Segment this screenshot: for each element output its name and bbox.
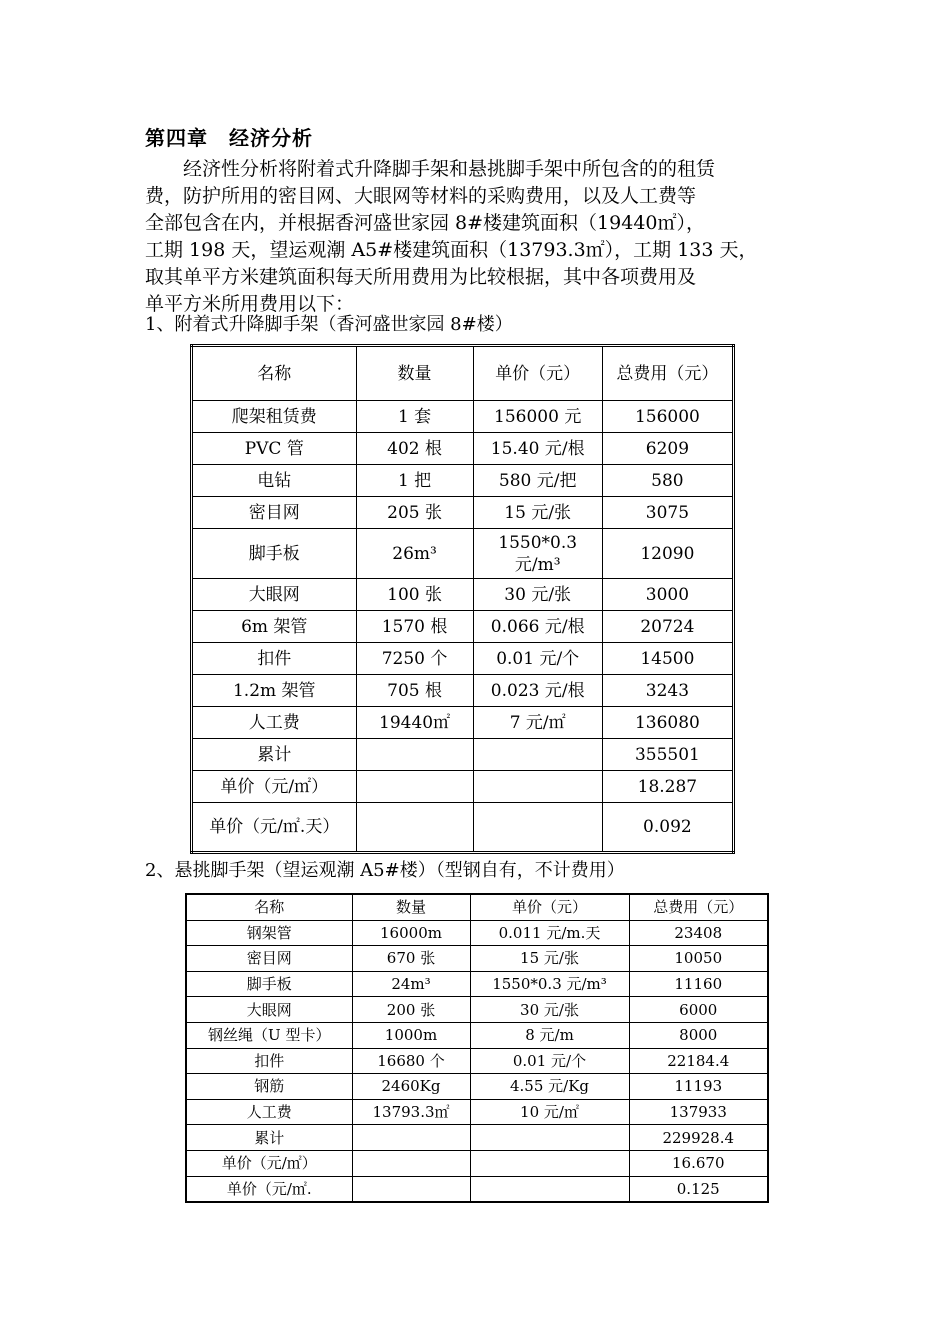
table-cell: 8 元/m [470,1022,629,1048]
table-cell: 2460Kg [352,1074,470,1100]
table-cell: 累计 [192,739,357,771]
table-cell: 137933 [629,1099,768,1125]
table-cell: 单价（元/㎡. [186,1176,352,1202]
paragraph-line: 全部包含在内，并根据香河盛世家园 8#楼建筑面积（19440㎡）， [145,212,705,234]
table-row [186,920,768,946]
table-cell: 200 张 [352,997,470,1023]
table-cell: 脚手板 [192,529,357,579]
table-cell: 密目网 [192,497,357,529]
table-row [192,739,734,771]
table-row [192,433,734,465]
table-cell: 脚手板 [186,971,352,997]
table-cell: PVC 管 [192,433,357,465]
table-cell: 1550*0.3 元/m³ [473,529,602,579]
table-cell: 电钻 [192,465,357,497]
cantilever-scaffold-cost-table [185,893,769,1203]
table-cell: 11193 [629,1074,768,1100]
column-header: 总费用（元） [629,894,768,920]
section2-title: 2、悬挑脚手架（望运观潮 A5#楼）（型钢自有，不计费用） [145,860,625,881]
table-cell: 580 [602,465,733,497]
table-cell: 0.01 元/个 [470,1048,629,1074]
table-cell [470,1150,629,1176]
table-cell: 8000 [629,1022,768,1048]
table-cell: 6000 [629,997,768,1023]
column-header: 名称 [186,894,352,920]
section1-title: 1、附着式升降脚手架（香河盛世家园 8#楼） [145,314,513,335]
table-row [192,611,734,643]
table-row [186,1074,768,1100]
column-header: 单价（元） [473,346,602,401]
table-cell: 1.2m 架管 [192,675,357,707]
table-cell: 26m³ [356,529,473,579]
table-cell: 0.01 元/个 [473,643,602,675]
climbing-scaffold-cost-table [190,344,735,854]
table-cell: 30 元/张 [473,579,602,611]
table-cell [356,771,473,803]
table-row [186,1150,768,1176]
column-header: 总费用（元） [602,346,733,401]
table-cell: 20724 [602,611,733,643]
table-cell: 爬架租赁费 [192,401,357,433]
table-cell: 3000 [602,579,733,611]
table-cell: 100 张 [356,579,473,611]
table-cell [473,771,602,803]
table-cell: 4.55 元/Kg [470,1074,629,1100]
table-cell: 355501 [602,739,733,771]
table-row [192,579,734,611]
table-cell: 13793.3㎡ [352,1099,470,1125]
table-cell: 人工费 [186,1099,352,1125]
paragraph-line: 工期 198 天，望运观潮 A5#楼建筑面积（13793.3㎡），工期 133 天， [145,239,758,261]
table-cell [356,803,473,853]
table-row [186,1048,768,1074]
table-cell: 1 把 [356,465,473,497]
table-cell: 23408 [629,920,768,946]
table-cell: 229928.4 [629,1125,768,1151]
table-header-row [192,346,734,401]
table-row [192,771,734,803]
table-row [192,675,734,707]
table-cell: 钢架管 [186,920,352,946]
table-cell: 15 元/张 [473,497,602,529]
table-cell: 0.066 元/根 [473,611,602,643]
table-header-row [186,894,768,920]
table-cell [352,1150,470,1176]
table-cell: 705 根 [356,675,473,707]
table-cell: 密目网 [186,946,352,972]
table-row [186,971,768,997]
paragraph-line: 经济性分析将附着式升降脚手架和悬挑脚手架中所包含的的租赁 [145,158,716,180]
table-cell: 钢丝绳（U 型卡） [186,1022,352,1048]
table-cell: 1550*0.3 元/m³ [470,971,629,997]
table-cell: 24m³ [352,971,470,997]
table-cell: 19440㎡ [356,707,473,739]
table-cell: 3075 [602,497,733,529]
table-row [192,643,734,675]
paragraph-line: 取其单平方米建筑面积每天所用费用为比较根据，其中各项费用及 [145,266,697,288]
table-cell: 人工费 [192,707,357,739]
table-row [186,997,768,1023]
table-row [192,401,734,433]
table-row [192,497,734,529]
table-row [186,1022,768,1048]
table-cell: 0.011 元/m.天 [470,920,629,946]
table-cell: 16.670 [629,1150,768,1176]
table-cell: 0.125 [629,1176,768,1202]
table-cell: 扣件 [192,643,357,675]
table-cell: 15 元/张 [470,946,629,972]
column-header: 单价（元） [470,894,629,920]
table-cell: 6209 [602,433,733,465]
table-row [192,803,734,853]
table-cell: 156000 元 [473,401,602,433]
table-cell: 16000m [352,920,470,946]
table-cell [470,1125,629,1151]
table-cell: 580 元/把 [473,465,602,497]
table-cell: 单价（元/㎡.天） [192,803,357,853]
paragraph-line: 单平方米所用费用以下： [145,293,355,315]
table-cell: 1 套 [356,401,473,433]
table-cell [356,739,473,771]
table-cell: 1000m [352,1022,470,1048]
table-cell: 1570 根 [356,611,473,643]
table-cell: 0.023 元/根 [473,675,602,707]
table-cell: 22184.4 [629,1048,768,1074]
table-cell: 大眼网 [192,579,357,611]
table-cell: 7250 个 [356,643,473,675]
table-row [186,1125,768,1151]
table-row [186,1099,768,1125]
table-cell: 402 根 [356,433,473,465]
column-header: 数量 [352,894,470,920]
table-cell: 205 张 [356,497,473,529]
table-cell: 30 元/张 [470,997,629,1023]
table-cell: 钢筋 [186,1074,352,1100]
table-cell [473,739,602,771]
table-cell: 7 元/㎡ [473,707,602,739]
table-cell: 136080 [602,707,733,739]
table-cell: 3243 [602,675,733,707]
column-header: 名称 [192,346,357,401]
table-row [192,465,734,497]
table-cell: 累计 [186,1125,352,1151]
table-cell: 单价（元/㎡） [192,771,357,803]
table-row [192,707,734,739]
table-row [192,529,734,579]
table-cell: 18.287 [602,771,733,803]
table-row [186,946,768,972]
table-cell: 大眼网 [186,997,352,1023]
chapter-heading: 第四章 经济分析 [145,126,313,150]
table-cell: 16680 个 [352,1048,470,1074]
table-cell: 0.092 [602,803,733,853]
intro-paragraph [145,156,815,318]
table-cell: 12090 [602,529,733,579]
table-cell: 扣件 [186,1048,352,1074]
table-cell: 6m 架管 [192,611,357,643]
table-cell: 670 张 [352,946,470,972]
table-cell: 单价（元/㎡） [186,1150,352,1176]
table-cell: 10 元/㎡ [470,1099,629,1125]
table-cell: 156000 [602,401,733,433]
table-cell: 11160 [629,971,768,997]
column-header: 数量 [356,346,473,401]
paragraph-line: 费，防护所用的密目网、大眼网等材料的采购费用，以及人工费等 [145,185,697,207]
table-cell: 14500 [602,643,733,675]
table-cell [470,1176,629,1202]
table-cell [352,1176,470,1202]
table-cell: 15.40 元/根 [473,433,602,465]
table-cell [352,1125,470,1151]
table-cell: 10050 [629,946,768,972]
table-cell [473,803,602,853]
table-row [186,1176,768,1202]
